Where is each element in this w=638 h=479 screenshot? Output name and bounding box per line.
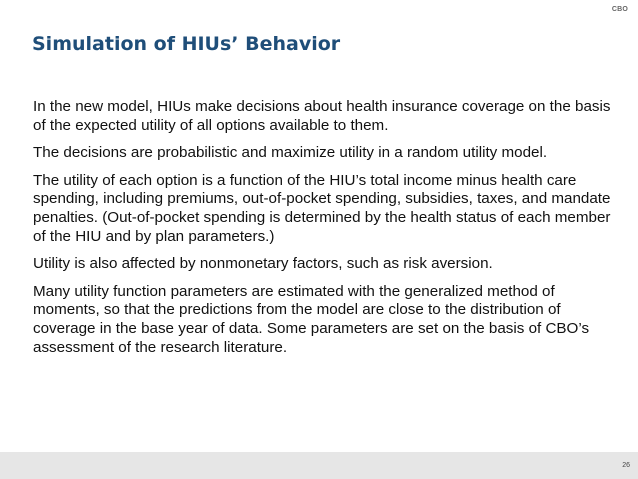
paragraph-utility-function: The utility of each option is a function of the HIU’s total income minus health care spending, including premiums, out-of-pocket spending, subsidies, taxes, and mandate penalties. (Out-of-pocket spending is determined by the health status of each member of the HIU and by plan parameters.) bbox=[33, 171, 611, 245]
paragraph-parameter-estimation: Many utility function parameters are estimated with the generalized method of moments, so that the predictions from the model are close to the distribution of coverage in the base year of data. Some parameters are set on the basis of CBO’s assessment of the research literature. bbox=[33, 282, 590, 356]
slide-body bbox=[33, 98, 618, 366]
paragraph-hiu-decisions: In the new model, HIUs make decisions about health insurance coverage on the basis of the expected utility of all options available to them. bbox=[33, 98, 611, 134]
cbo-logo: CBO bbox=[611, 6, 628, 13]
page-number: 26 bbox=[622, 462, 630, 469]
footer-band bbox=[0, 452, 638, 479]
paragraph-nonmonetary-factors: Utility is also affected by nonmonetary factors, such as risk aversion. bbox=[33, 255, 493, 273]
paragraph-probabilistic-decisions: The decisions are probabilistic and maximize utility in a random utility model. bbox=[33, 144, 548, 162]
slide-title: Simulation of HIUs’ Behavior bbox=[32, 33, 341, 55]
